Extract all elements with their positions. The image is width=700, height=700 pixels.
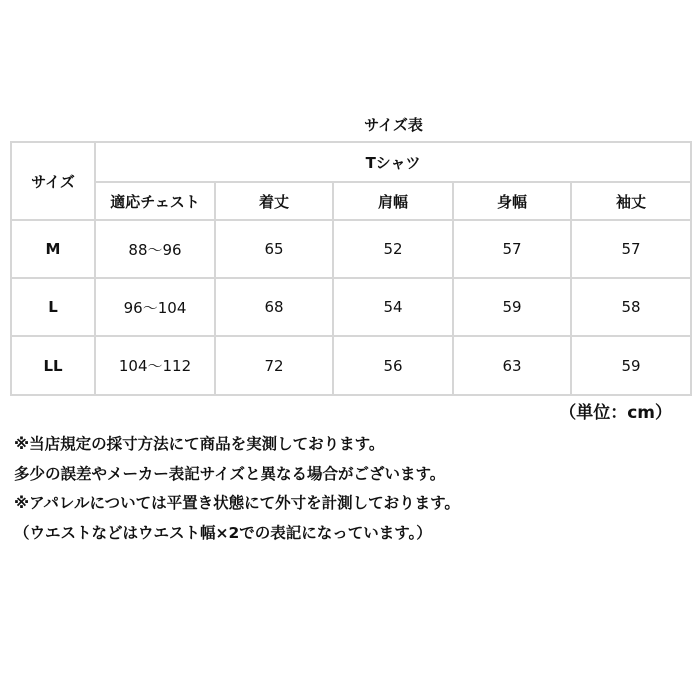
column-header-chest: 適応チェスト	[95, 182, 215, 220]
table-cell: 96〜104	[95, 278, 215, 336]
table-cell: 63	[453, 336, 571, 395]
table-cell: 57	[571, 220, 691, 278]
table-cell: 59	[571, 336, 691, 395]
table-cell: 58	[571, 278, 691, 336]
note-line: 多少の誤差やメーカー表記サイズと異なる場合がございます。	[14, 464, 446, 483]
note-line: ※アパレルについては平置き状態にて外寸を計測しております。	[14, 494, 460, 512]
column-header-sleeve: 袖丈	[571, 182, 691, 220]
tshirt-group-header: Tシャツ	[95, 142, 691, 182]
size-table	[10, 141, 692, 396]
table-cell: 68	[215, 278, 333, 336]
table-row	[11, 220, 691, 278]
table-cell: 56	[333, 336, 453, 395]
table-cell: 59	[453, 278, 571, 336]
table-cell: 72	[215, 336, 333, 395]
table-subheader-row	[11, 182, 691, 220]
table-row	[11, 278, 691, 336]
table-cell: 52	[333, 220, 453, 278]
note-line: ※当店規定の採寸方法にて商品を実測しております。	[14, 435, 385, 453]
table-cell: 54	[333, 278, 453, 336]
notes-block	[14, 430, 694, 548]
column-header-shoulder: 肩幅	[333, 182, 453, 220]
size-column-header: サイズ	[11, 142, 95, 220]
table-header-row	[11, 142, 691, 182]
table-cell: 65	[215, 220, 333, 278]
page-title: サイズ表	[364, 116, 423, 134]
unit-label: （単位：cm）	[559, 403, 672, 423]
row-size-label: LL	[11, 336, 95, 395]
row-size-label: M	[11, 220, 95, 278]
column-header-length: 着丈	[215, 182, 333, 220]
column-header-body-width: 身幅	[453, 182, 571, 220]
row-size-label: L	[11, 278, 95, 336]
note-line: （ウエストなどはウエスト幅×2での表記になっています。）	[14, 523, 432, 542]
table-cell: 57	[453, 220, 571, 278]
table-cell: 104〜112	[95, 336, 215, 395]
table-row	[11, 336, 691, 395]
table-cell: 88〜96	[95, 220, 215, 278]
